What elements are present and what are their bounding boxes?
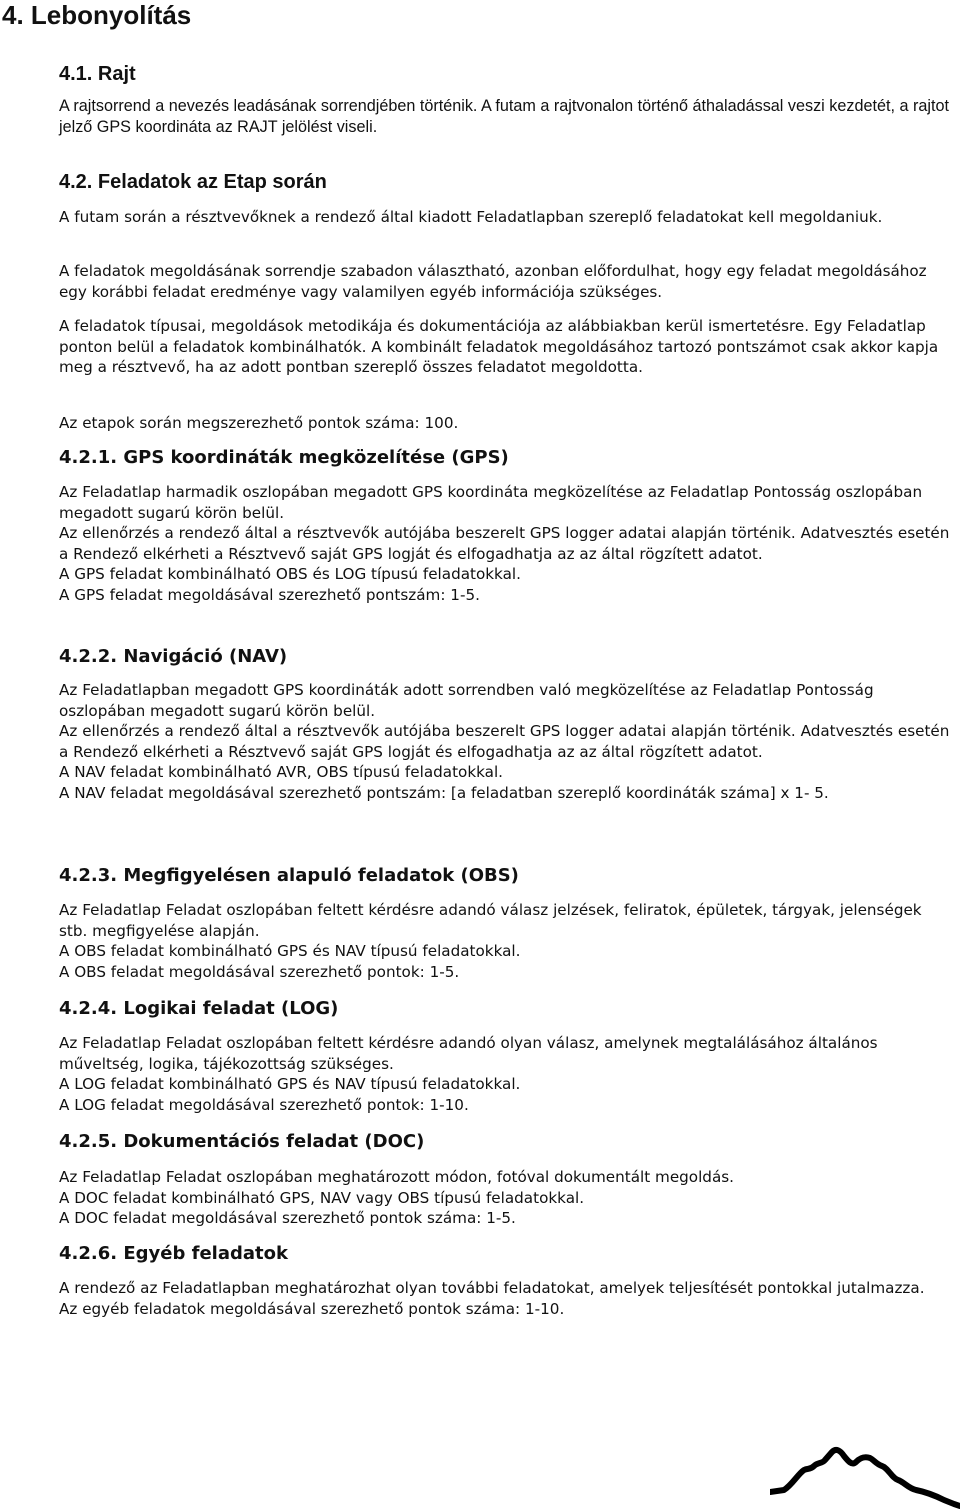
- section-title-feladatok: 4.2. Feladatok az Etap során: [59, 171, 327, 193]
- section-text-doc: Az Feladatlap Feladat oszlopában meghatározott módon, fotóval dokumentált megoldás. A DOC feladat kombinálható GPS, NAV vagy OBS típusú feladatokkal. A DOC feladat megoldásával szerezhető pontok száma: 1-5.: [59, 1168, 734, 1227]
- feladatok-paragraph-3: A feladatok típusai, megoldások metodikája és dokumentációja az alábbiakban kerül ismertetésre. Egy Feladatlap ponton belül a feladatok kombinálhatók. A kombinált feladatok megoldásához tartozó pontszámot csak akkor kapja meg a résztvevő, ha az adott pontban szereplő összes feladatot megoldotta.: [59, 317, 939, 376]
- section-text-egyeb: A rendező az Feladatlapban meghatározhat olyan további feladatokat, amelyek teljesítését pontokkal jutalmazza. Az egyéb feladatok megoldásával szerezhető pontok száma: 1-10.: [59, 1279, 925, 1318]
- section-text-gps: Az Feladatlap harmadik oszlopában megadott GPS koordináta megközelítése az Feladatlap Pontosság oszlopában megadott sugarú körön belül. Az ellenőrzés a rendező által a résztvevők autójába beszerelt GPS logger adatai alapján történik. Adatvesztés esetén a Rendező elkérheti a Résztvevő saját GPS logját és elfogadhatja az az által rögzített adatot. A GPS feladat kombinálható OBS és LOG típusú feladatokkal. A GPS feladat megoldásával szerezhető pontszám: 1-5.: [59, 483, 950, 604]
- section-text-rajt: A rajtsorrend a nevezés leadásának sorrendjében történik. A futam a rajtvonalon történő áthaladással veszi kezdetét, a rajtot jelző GPS koordináta az RAJT jelölést viseli.: [59, 97, 949, 136]
- section-title-gps: 4.2.1. GPS koordináták megközelítése (GPS): [59, 447, 509, 468]
- section-title-nav: 4.2.2. Navigáció (NAV): [59, 646, 288, 667]
- feladatok-paragraph-4: Az etapok során megszerezhető pontok száma: 100.: [59, 414, 459, 432]
- section-title-rajt: 4.1. Rajt: [59, 63, 136, 85]
- section-title-doc: 4.2.5. Dokumentációs feladat (DOC): [59, 1131, 425, 1152]
- section-text-log: Az Feladatlap Feladat oszlopában feltett kérdésre adandó olyan válasz, amelynek megtalálásához általános műveltség, logika, tájékozottság szükséges. A LOG feladat kombinálható GPS és NAV típusú feladatokkal. A LOG feladat megoldásával szerezhető pontok: 1-10.: [59, 1034, 878, 1114]
- section-text-obs: Az Feladatlap Feladat oszlopában feltett kérdésre adandó válasz jelzések, feliratok, épületek, tárgyak, jelenségek stb. megfigyelése alapján. A OBS feladat kombinálható GPS és NAV típusú feladatokkal. A OBS feladat megoldásával szerezhető pontok: 1-5.: [59, 901, 922, 981]
- chapter-heading: 4. Lebonyolítás: [2, 0, 192, 30]
- section-title-egyeb: 4.2.6. Egyéb feladatok: [59, 1243, 288, 1264]
- section-text-nav: Az Feladatlapban megadott GPS koordináták adott sorrendben való megközelítése az Feladatlap Pontosság oszlopában megadott sugarú körön belül. Az ellenőrzés a rendező által a résztvevők autójába beszerelt GPS logger adatai alapján történik. Adatvesztés esetén a Rendező elkérheti a Résztvevő saját GPS logját és elfogadhatja az az által rögzített adatot. A NAV feladat kombinálható AVR, OBS típusú feladatokkal. A NAV feladat megoldásával szerezhető pontszám: [a feladatban szereplő koordináták száma] x 1- 5.: [59, 681, 950, 802]
- section-title-log: 4.2.4. Logikai feladat (LOG): [59, 998, 339, 1019]
- feladatok-paragraph-2: A feladatok megoldásának sorrendje szabadon választható, azonban előfordulhat, hogy egy feladat megoldásához egy korábbi feladat eredménye vagy valamilyen egyéb információja szükséges.: [59, 262, 927, 301]
- feladatok-paragraph-1: A futam során a résztvevőknek a rendező által kiadott Feladatlapban szereplő feladatokat kell megoldaniuk.: [59, 208, 883, 226]
- section-title-obs: 4.2.3. Megfigyelésen alapuló feladatok (OBS): [59, 865, 519, 886]
- mountain-logo-icon: [770, 1430, 960, 1512]
